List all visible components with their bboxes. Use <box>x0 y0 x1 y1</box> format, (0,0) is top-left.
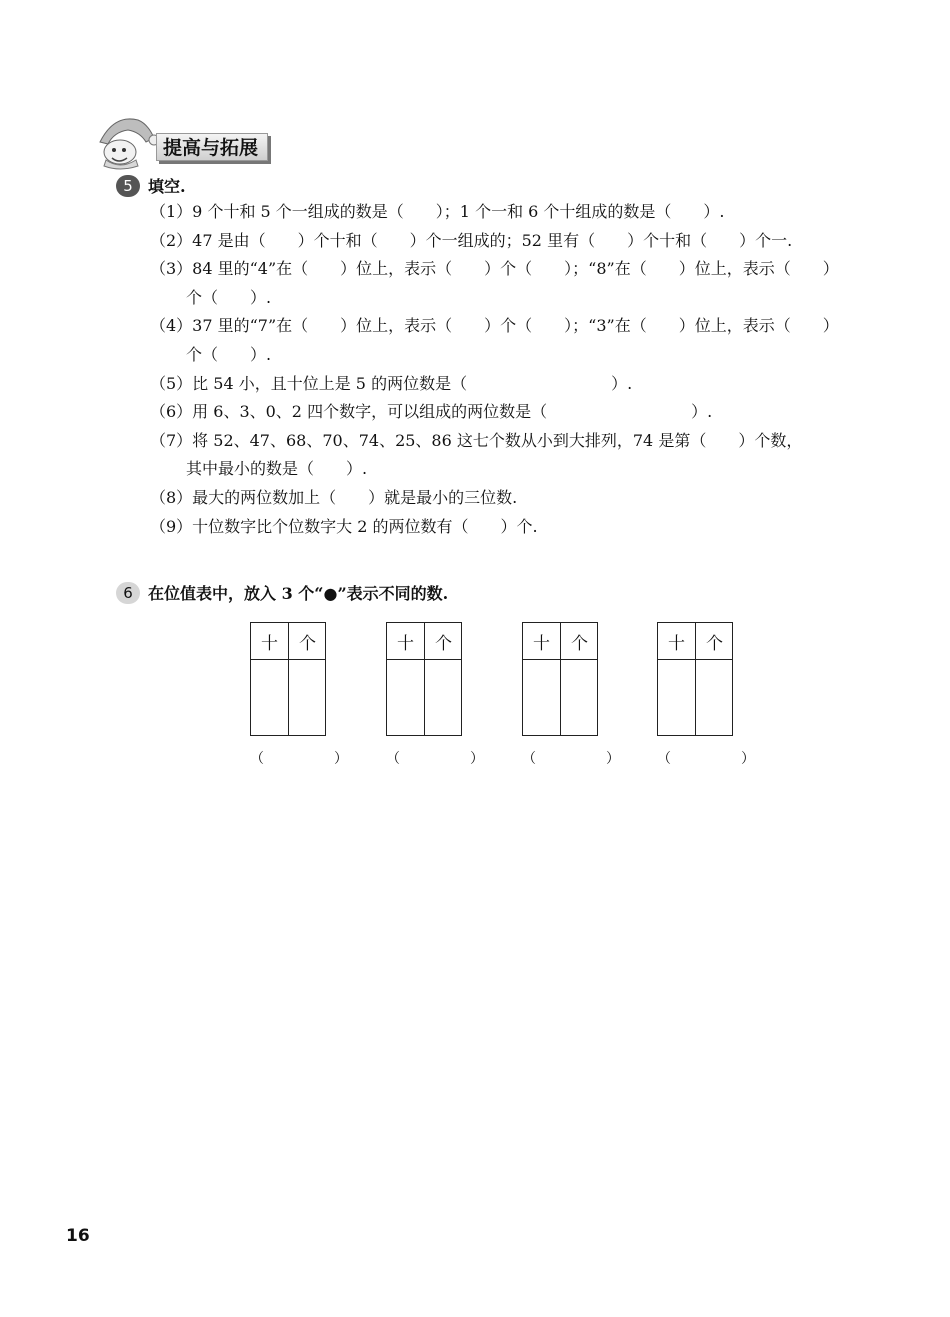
place-value-table[interactable] <box>522 622 598 736</box>
ones-header: 个 <box>571 634 588 654</box>
question-5-header <box>116 174 186 197</box>
item-text: （2）47 是由（ ）个十和（ ）个一组成的；52 里有（ ）个十和（ ）个一. <box>150 230 793 250</box>
question-title: 填空. <box>148 177 186 196</box>
header-divider <box>251 659 325 660</box>
question-6-header <box>116 581 448 604</box>
item-text: （6）用 6、3、0、2 四个数字，可以组成的两位数是（ ）. <box>150 402 713 422</box>
question-title: 在位值表中，放入 3 个“●”表示不同的数. <box>148 584 449 603</box>
header-divider <box>658 659 732 660</box>
item-text: （5）比 54 小，且十位上是 5 的两位数是（ ）. <box>150 373 633 393</box>
answer-blank[interactable]: （ ） <box>386 751 512 767</box>
item-text: （3）84 里的“4”在（ ）位上，表示（ ）个（ ）；“8”在（ ）位上，表示（ ） <box>150 259 839 279</box>
question-5-items <box>150 198 850 541</box>
fill-blank-item <box>150 427 850 484</box>
header-divider <box>387 659 461 660</box>
item-text-continued: 个（ ）. <box>186 344 272 364</box>
item-text: （9）十位数字比个位数字大 2 的两位数有（ ）个. <box>150 516 538 536</box>
fill-blank-item <box>150 312 850 369</box>
fill-blank-item <box>150 484 850 513</box>
place-value-table[interactable] <box>657 622 733 736</box>
fill-blank-item <box>150 513 850 542</box>
tens-header: 十 <box>397 634 414 654</box>
item-text: （1）9 个十和 5 个一组成的数是（ ）；1 个一和 6 个十组成的数是（ ）. <box>150 202 725 221</box>
tens-header: 十 <box>668 634 685 654</box>
item-text: （7）将 52、47、68、70、74、25、86 这七个数从小到大排列，74 是第（ ）个数， <box>150 430 803 450</box>
answer-blank[interactable]: （ ） <box>522 751 648 767</box>
header-divider <box>523 659 597 660</box>
answer-blank[interactable]: （ ） <box>657 751 783 767</box>
place-value-table[interactable] <box>386 622 462 736</box>
item-text: （8）最大的两位数加上（ ）就是最小的三位数. <box>150 487 518 507</box>
tens-header: 十 <box>533 634 550 654</box>
page-number: 16 <box>66 1226 90 1246</box>
question-number-badge: 5 <box>116 175 140 197</box>
ones-header: 个 <box>435 634 452 654</box>
section-banner <box>92 112 292 170</box>
fill-blank-item <box>150 227 850 256</box>
item-text-continued: 其中最小的数是（ ）. <box>186 459 368 479</box>
item-text-continued: 个（ ）. <box>186 287 272 307</box>
section-title: 提高与拓展 <box>156 133 268 161</box>
ones-header: 个 <box>706 634 723 654</box>
item-text: （4）37 里的“7”在（ ）位上，表示（ ）个（ ）；“3”在（ ）位上，表示（ ） <box>150 316 839 336</box>
place-value-table[interactable] <box>250 622 326 736</box>
tens-header: 十 <box>261 634 278 654</box>
fill-blank-item <box>150 198 850 227</box>
question-number-badge: 6 <box>116 582 140 604</box>
fill-blank-item <box>150 370 850 399</box>
fill-blank-item <box>150 255 850 312</box>
answer-blank[interactable]: （ ） <box>250 751 376 767</box>
ones-header: 个 <box>299 634 316 654</box>
fill-blank-item <box>150 398 850 427</box>
